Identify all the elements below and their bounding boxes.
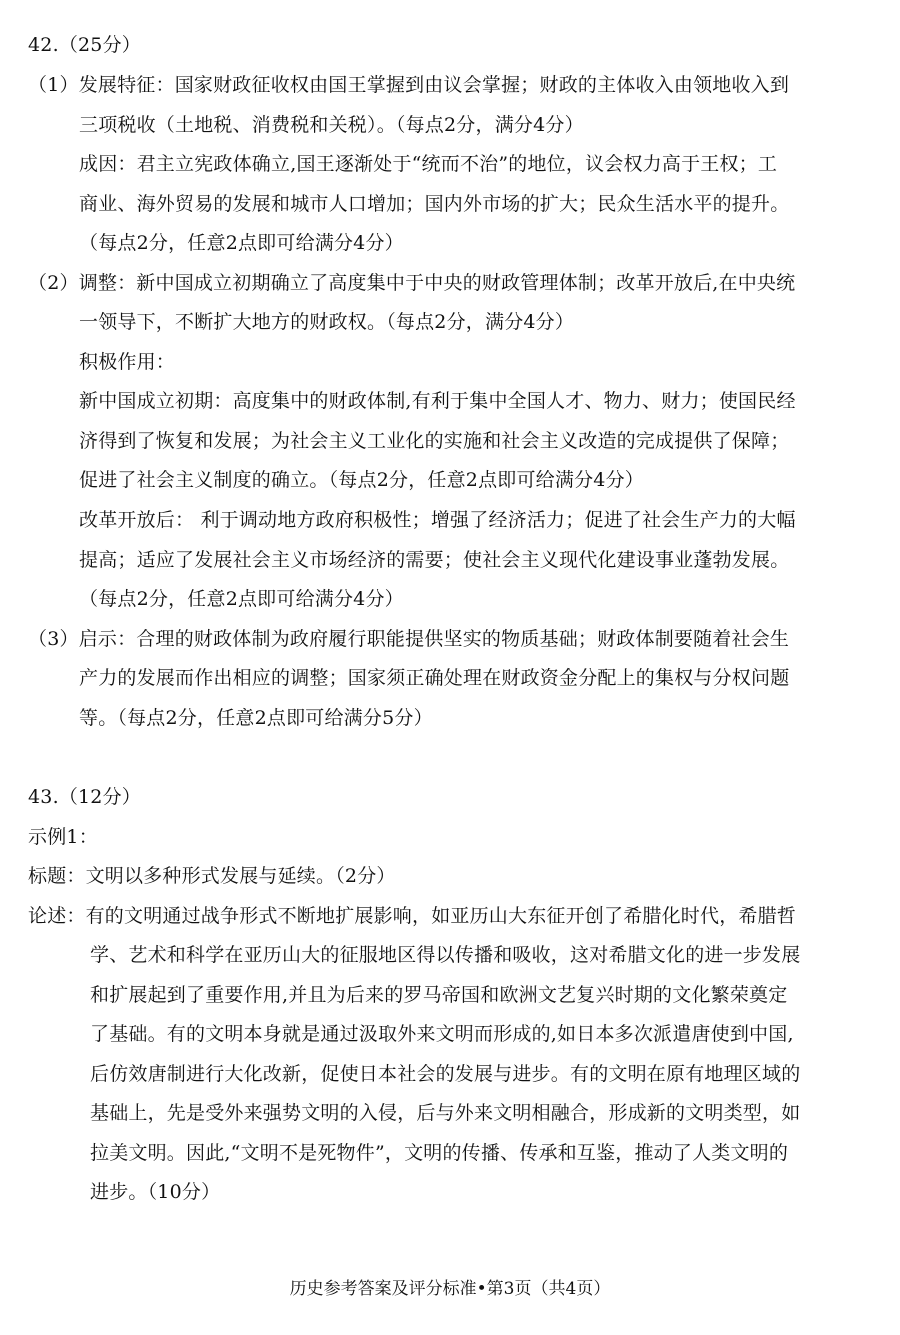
q43-essay-line2: 学、艺术和科学在亚历山大的征服地区得以传播和吸收，这对希腊文化的进一步发展 [90, 944, 801, 966]
q42-part3-line3: 等。（每点2分，任意2点即可给满分5分） [79, 707, 433, 729]
q42-part2-line1: （2）调整：新中国成立初期确立了高度集中于中央的财政管理体制；改革开放后,在中央统 [28, 272, 796, 294]
q42-part2-line8: 提高；适应了发展社会主义市场经济的需要；使社会主义现代化建设事业蓬勃发展。 [79, 549, 790, 571]
q43-essay-line6: 基础上，先是受外来强势文明的入侵，后与外来文明相融合，形成新的文明类型，如 [90, 1102, 801, 1124]
q42-part1-line5: （每点2分，任意2点即可给满分4分） [79, 232, 404, 254]
q42-part3-line1: （3）启示：合理的财政体制为政府履行职能提供坚实的物质基础；财政体制要随着社会生 [28, 628, 790, 650]
q43-essay-line4: 了基础。有的文明本身就是通过汲取外来文明而形成的,如日本多次派遣唐使到中国, [90, 1023, 794, 1045]
q42-part2-line9: （每点2分，任意2点即可给满分4分） [79, 588, 404, 610]
q43-essay-line7: 拉美文明。因此,“文明不是死物件”，文明的传播、传承和互鉴，推动了人类文明的 [90, 1142, 789, 1164]
q42-part2-line4: 新中国成立初期：高度集中的财政体制,有利于集中全国人才、物力、财力；使国民经 [79, 390, 796, 412]
q42-part3-line2: 产力的发展而作出相应的调整；国家须正确处理在财政资金分配上的集权与分权问题 [79, 667, 790, 689]
q42-header: 42.（25分） [28, 34, 141, 56]
q43-example-label: 示例1： [28, 826, 98, 848]
q42-part2-line7: 改革开放后： 利于调动地方政府积极性；增强了经济活力；促进了社会生产力的大幅 [79, 509, 796, 531]
q43-essay-line8: 进步。（10分） [90, 1181, 221, 1203]
q42-part2-line3: 积极作用： [79, 351, 176, 373]
q42-part2-line6: 促进了社会主义制度的确立。（每点2分，任意2点即可给满分4分） [79, 469, 644, 491]
q43-header: 43.（12分） [28, 786, 141, 808]
q43-essay-line3: 和扩展起到了重要作用,并且为后来的罗马帝国和欧洲文艺复兴时期的文化繁荣奠定 [90, 984, 788, 1006]
q42-part1-line3: 成因：君主立宪政体确立,国王逐渐处于“统而不治”的地位，议会权力高于王权；工 [79, 153, 778, 175]
q42-part1-line1: （1）发展特征：国家财政征收权由国王掌握到由议会掌握；财政的主体收入由领地收入到 [28, 74, 790, 96]
q43-essay-line5: 后仿效唐制进行大化改新，促使日本社会的发展与进步。有的文明在原有地理区域的 [90, 1063, 801, 1085]
q43-essay-line1: 论述：有的文明通过战争形式不断地扩展影响，如亚历山大东征开创了希腊化时代，希腊哲 [28, 905, 797, 927]
q42-part1-line4: 商业、海外贸易的发展和城市人口增加；国内外市场的扩大；民众生活水平的提升。 [79, 193, 790, 215]
q42-part1-line2: 三项税收（土地税、消费税和关税）。（每点2分，满分4分） [79, 114, 584, 136]
q43-title-line: 标题：文明以多种形式发展与延续。（2分） [28, 865, 396, 887]
q42-part2-line2: 一领导下，不断扩大地方的财政权。（每点2分，满分4分） [79, 311, 575, 333]
q42-part2-line5: 济得到了恢复和发展；为社会主义工业化的实施和社会主义改造的完成提供了保障； [79, 430, 790, 452]
page-footer: 历史参考答案及评分标准•第3页（共4页） [289, 1279, 611, 1299]
